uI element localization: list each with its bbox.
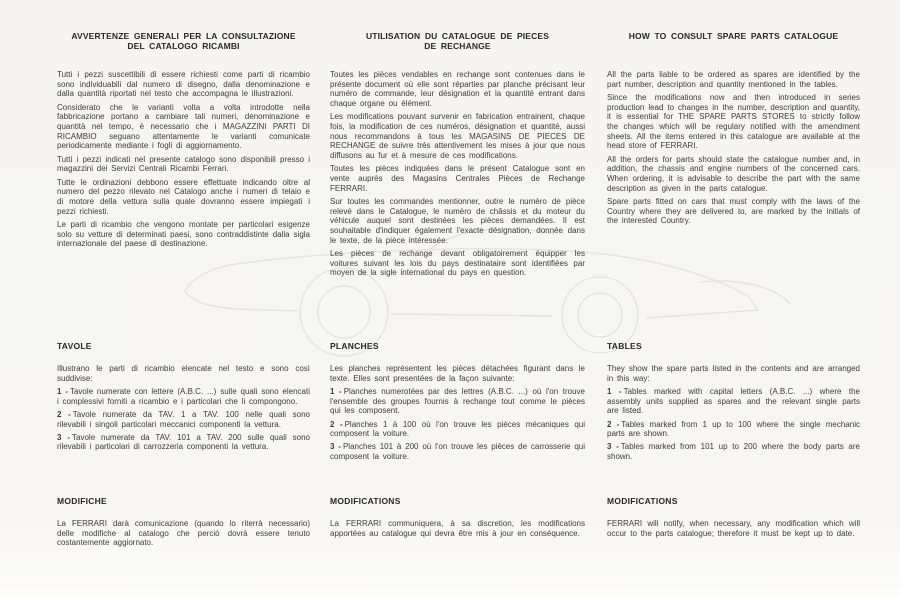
column-english [607,32,860,592]
section-heading: PLANCHES [330,341,379,351]
page-title-english [607,32,860,70]
section-heading: MODIFICHE [57,496,107,506]
item-text: Tables marked from 101 up to 200 where the body parts are shown. [607,442,860,462]
section-modifications-en [607,496,860,542]
section-heading: TAVOLE [57,341,92,351]
column-italian [57,32,310,592]
paragraph: All the parts liable to be ordered as spares are identified by the part number, description and quantity mentioned in the tables. [607,70,860,89]
section-planches [330,341,585,465]
paragraph: La FERRARI communiquera, à sa discretion, les modifications apportées au catalogue qui devra être mis à jour en conséquence. [330,519,585,538]
title-line: DE RECHANGE [424,40,491,51]
item-text: Tavole numerate da TAV. 101 a TAV. 200 sulle quali sono rilevabili i particolari di carrozzeria componenti la vettura. [57,432,311,452]
list-item [57,433,310,452]
item-text: Tables marked with capital letters (A.B.C. ...) where the assembly units supplied as spares and the relevant single parts are listed. [607,386,860,416]
list-item [607,387,860,416]
section-modifications-fr [330,496,585,542]
paragraph: Tutti i pezzi suscettibili di essere richiesti come parti di ricambio sono individuabili dal numero di disegno, dalla denominazione e dalla quantità riportati nel testo che accompagna le illustrazioni. [57,70,310,99]
item-number: 3 - [607,442,619,452]
paragraph: FERRARI will notify, when necessary, any modification which will occur to the parts catalogue; therefore it must be kept up to date. [607,519,860,538]
item-number: 1 - [607,386,622,396]
item-number: 2 - [330,419,343,429]
item-text: Tavole numerate da TAV. 1 a TAV. 100 nelle quali sono rilevabili i singoli particolari meccanici componenti la vettura. [57,409,311,429]
list-item [607,420,860,439]
paragraph: Sur toutes les commandes mentionner, outre le numèro de pièce relevé dans le Catalogue, le numèro de châssis et du moteur du véhicule auquel sont destinées les pièces demandées. Il est souhaitable d'indiquer également l'exacte désignation, donnée dans le texte, de la pièce intéressée. [330,196,585,245]
paragraph: Les modifications pouvant survenir en fabrication entrainent, chaque fois, la modification de ces numéros, désignation et quantité, aussi nous recommandons à tous les MAGASINS DE PIECES DE RECHANGE de suivre trés attentivement les mises à jour que nous diffusons au fur et à mesure de ces modifications. [330,112,585,161]
paragraph: Les pièces de rechange devant obligatoirement équipper les voitures suivant les lois du pays destinataire sont identifiées par moyen de la sigle international du pays en question. [330,248,585,278]
paragraph: Tutte le ordinazioni debbono essere effettuate indicando oltre al numero del pezzo rilevato nel Catalogo anche i numeri di telaio e di motore della vettura sulla quale dovranno essere impiegati i pezzi richiesti. [57,177,310,216]
section-modifiche [57,496,310,552]
paragraph: All the orders for parts should state the catalogue number and, in addition, the chassis and engine numbers of the concerned cars. When ordering, it is advisable to describe the part with the same description as given in the parts catalogue. [607,154,860,193]
paragraph: Toutes les pièces vendables en rechange sont contenues dans le présente document où elle sont réparties par planche précisant leur numéro de commande, leur désignation et la quantité entrant dans chaque organe ou élément. [330,70,585,109]
paragraph: La FERRARI darà comunicazione (quando lo riterrà necessario) delle modifiche al catalogo che perciò dovrà essere tenuto costantemente aggiornato. [57,519,310,548]
item-number: 3 - [330,442,341,452]
item-number: 1 - [57,386,68,396]
paragraph: They show the spare parts listed in the contents and are arranged in this way: [607,364,860,383]
section-tavole [57,341,310,456]
section-heading: MODIFICATIONS [330,496,401,506]
section-tables [607,341,860,465]
item-text: Planches numerotées par des lettres (A.B.C. ...) où l'on trouve l'ensemble des groupes fournis à rechange tout comme le pièces qui les composent. [330,386,585,416]
column-french [330,32,585,592]
title-line: UTILISATION DU CATALOGUE DE PIECES [365,31,550,41]
title-line: AVVERTENZE GENERALI PER LA CONSULTAZIONE [71,31,296,41]
section-heading: MODIFICATIONS [607,496,678,506]
title-line: HOW TO CONSULT SPARE PARTS CATALOGUE [628,31,839,41]
list-item [330,420,585,439]
item-text: Tavole numerate con lettere (A.B.C. ...) sulle quali sono elencati i complessivi forniti a ricambio e i particolari che li compongono. [57,386,311,406]
paragraph: Considerato che le varianti volta a volta introdotte nella fabbricazione portano a cambiare tali numeri, denominazione e quantità nel tempo, è necessario che i MAGAZZINI PARTI DI RICAMBIO seguano attentamente le varianti comunicate periodicamente mediante i fogli di aggiornamento. [57,102,310,151]
item-text: Planches 101 à 200 où l'on trouve les pièces de carrosserie qui composent la voiture. [330,442,585,462]
page-title-italian [57,32,310,70]
list-item [330,387,585,416]
paragraph: Illustrano le parti di ricambio elencate nel testo e sono così suddivise: [57,364,310,383]
paragraph: Toutes les pièces indiquées dans le présent Catalogue sont en vente auprès des Magasins Centrales Pièces de Rechange FERRARI. [330,164,585,193]
list-item [330,442,585,461]
list-item [607,442,860,461]
item-text: Tables marked from 1 up to 100 where the single mechanic parts are shown. [607,419,860,439]
item-number: 1 - [330,386,342,396]
list-item [57,410,310,429]
paragraph: Les planches représentent les pièces détachées figurant dans le texte. Elles sont presentées de la façon suivante: [330,364,585,383]
paragraph: Spare parts fitted on cars that must comply with the laws of the Country where they are delivered to, are marked by the initials of the interested Country. [607,196,860,226]
title-line: DEL CATALOGO RICAMBI [127,40,240,51]
paragraph: Since the modifications now and then introduced in series production lead to changes in the number, description and quantity, it is essential for THE SPARE PARTS STORES to strictly follow the changes which will be regulary notified with the amendment sheets. All the items entered in this catalogue are available at the head store of FERRARI. [607,92,860,151]
list-item [57,387,310,406]
item-number: 2 - [57,409,71,419]
item-number: 3 - [57,432,71,442]
paragraph: Le parti di ricambio che vengono montate per particolari esigenze solo su vetture di determinati paesi, sono contraddistinte dalla sigla internazionale del paese di destinazione. [57,219,310,249]
section-heading: TABLES [607,341,642,351]
item-number: 2 - [607,419,620,429]
page-title-french [330,32,585,70]
item-text: Planches 1 à 100 où l'on trouve les pièces mécaniques qui composent la voiture. [330,419,585,439]
paragraph: Tutti i pezzi indicati nel presente catalogo sono disponibili presso i magazzini dei Servizi Centrali Ricambi Ferrari. [57,154,310,174]
